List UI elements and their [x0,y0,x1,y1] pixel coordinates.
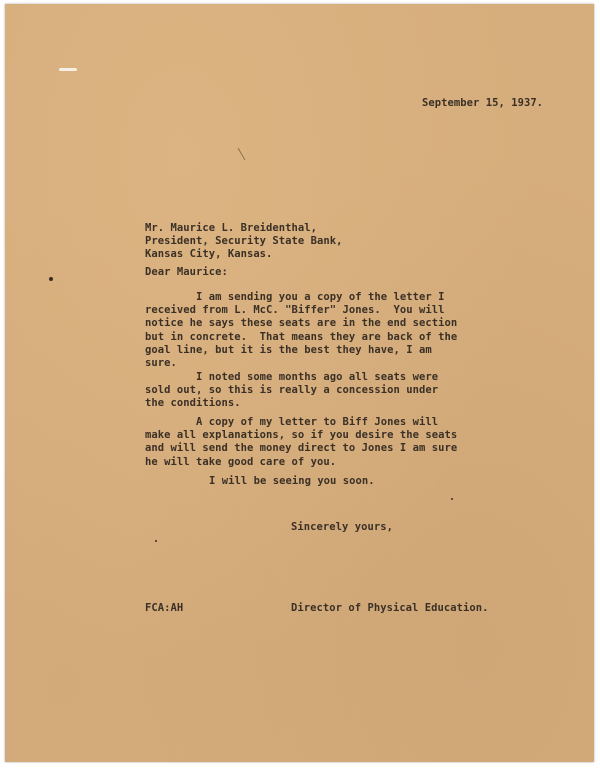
body-paragraph-1 [145,291,457,370]
signature-title: Director of Physical Education. [291,602,489,614]
paragraph-line: but in concrete. That means they are back of the [145,330,458,343]
complimentary-closing: Sincerely yours, [291,521,393,533]
body-paragraph-3 [145,416,457,469]
body-paragraph-2 [145,371,438,411]
paragraph-line: make all explanations, so if you desire the seats [145,429,458,442]
body-paragraph-4: I will be seeing you soon. [209,475,375,487]
recipient-line: Kansas City, Kansas. [145,248,273,261]
paper-blemish [59,68,77,71]
paragraph-line: A copy of my letter to Biff Jones will [145,416,439,428]
paragraph-line: I am sending you a copy of the letter I [145,291,445,303]
paragraph-line: the conditions. [145,397,241,410]
paragraph-line: notice he says these seats are in the end section [145,317,458,330]
paragraph-line: goal line, but it is the best they have, I am [145,343,432,356]
recipient-line: Mr. Maurice L. Breidenthal, [145,222,318,234]
paragraph-line: sold out, so this is really a concession under [145,384,439,397]
ink-speck [451,498,453,500]
paragraph-line: sure. [145,357,177,370]
paragraph-line: received from L. McC. "Biffer" Jones. You will [145,304,445,317]
ink-speck [155,540,157,542]
recipient-address [145,222,343,262]
paragraph-line: and will send the money direct to Jones I am sure [145,442,458,455]
letter-date: September 15, 1937. [422,97,544,109]
salutation: Dear Maurice: [145,266,228,278]
recipient-line: President, Security State Bank, [145,235,343,248]
paragraph-line: I noted some months ago all seats were [145,371,439,383]
paper-scratch [238,148,246,161]
typist-initials: FCA:AH [145,602,184,614]
ink-speck [49,277,53,281]
letter-page [5,4,594,762]
paragraph-line: he will take good care of you. [145,455,337,468]
